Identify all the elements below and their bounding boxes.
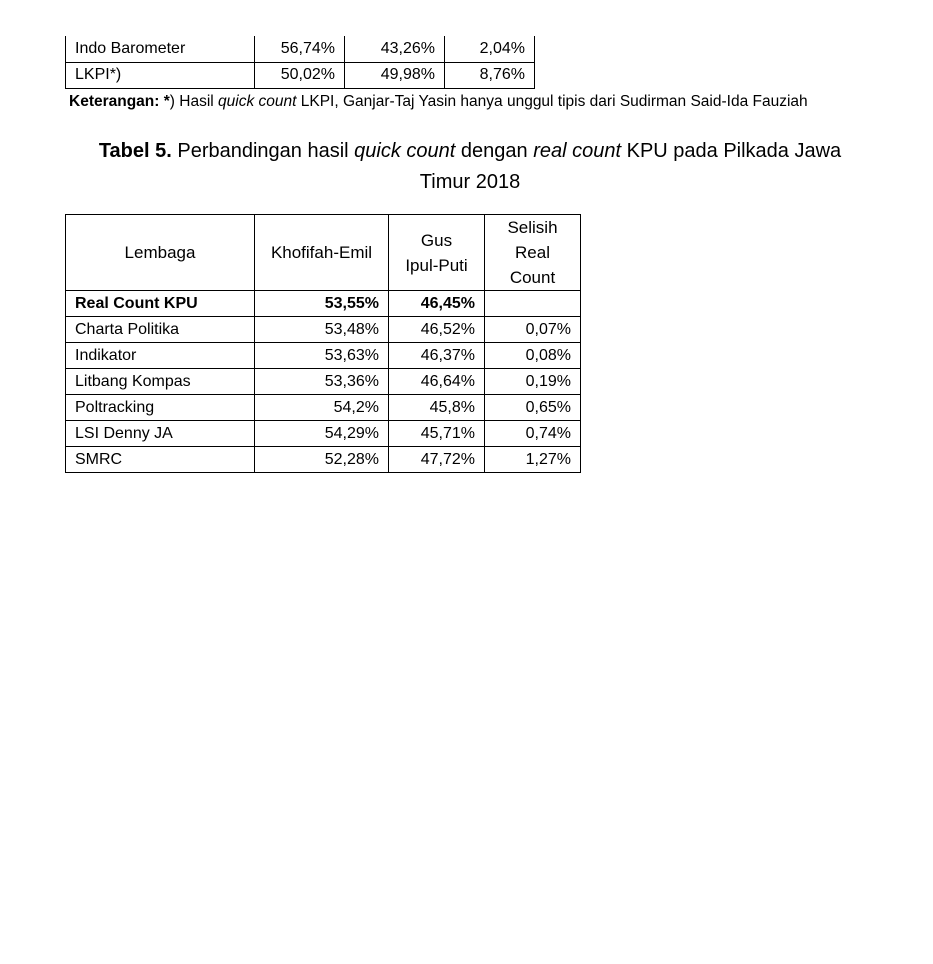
- khofifah-cell: 52,28%: [255, 447, 389, 473]
- caption-line2: Timur 2018: [419, 171, 521, 193]
- caption-text: dengan: [455, 140, 534, 162]
- khofifah-cell: 53,36%: [255, 369, 389, 395]
- selisih-cell: 0,19%: [485, 369, 581, 395]
- lembaga-cell: Poltracking: [66, 395, 255, 421]
- table-4-continuation: [65, 36, 535, 89]
- selisih-cell: 0,74%: [485, 421, 581, 447]
- khofifah-cell: 53,55%: [255, 291, 389, 317]
- table-row: [66, 447, 581, 473]
- table-note: [69, 92, 808, 112]
- caption-text: KPU pada Pilkada Jawa: [621, 140, 842, 162]
- table-caption: [60, 136, 880, 198]
- gus-cell: 46,64%: [389, 369, 485, 395]
- caption-label: Tabel 5.: [98, 140, 172, 162]
- gus-cell: 46,37%: [389, 343, 485, 369]
- header-lembaga: Lembaga: [66, 215, 255, 291]
- selisih-cell: [485, 291, 581, 317]
- table-row: [66, 36, 535, 62]
- gus-cell: 46,45%: [389, 291, 485, 317]
- note-text: ) Hasil: [169, 93, 219, 110]
- selisih-cell: 0,08%: [485, 343, 581, 369]
- table-row: [66, 395, 581, 421]
- caption-italic: quick count: [354, 140, 456, 162]
- value-cell: 2,04%: [445, 36, 535, 62]
- lembaga-cell: Indo Barometer: [66, 36, 255, 62]
- selisih-cell: 1,27%: [485, 447, 581, 473]
- gus-cell: 46,52%: [389, 317, 485, 343]
- table-header-row: [66, 215, 581, 291]
- value-cell: 8,76%: [445, 62, 535, 88]
- khofifah-cell: 54,2%: [255, 395, 389, 421]
- note-label: Keterangan:: [69, 93, 160, 110]
- value-cell: 49,98%: [345, 62, 445, 88]
- table-5: [65, 214, 581, 473]
- note-italic: quick count: [218, 93, 297, 110]
- table-row-real-count: [66, 291, 581, 317]
- table-row: [66, 343, 581, 369]
- khofifah-cell: 53,48%: [255, 317, 389, 343]
- lembaga-cell: LSI Denny JA: [66, 421, 255, 447]
- lembaga-cell: Litbang Kompas: [66, 369, 255, 395]
- khofifah-cell: 54,29%: [255, 421, 389, 447]
- header-gus-ipul-puti: Gus Ipul-Puti: [389, 215, 485, 291]
- lembaga-cell: Indikator: [66, 343, 255, 369]
- header-khofifah-emil: Khofifah-Emil: [255, 215, 389, 291]
- note-text: LKPI, Ganjar-Taj Yasin hanya unggul tipis dari Sudirman Said-Ida Fauziah: [296, 93, 808, 110]
- lembaga-cell: Charta Politika: [66, 317, 255, 343]
- value-cell: 50,02%: [255, 62, 345, 88]
- selisih-cell: 0,07%: [485, 317, 581, 343]
- table-row: [66, 421, 581, 447]
- lembaga-cell: LKPI*): [66, 62, 255, 88]
- table-row: [66, 62, 535, 88]
- gus-cell: 47,72%: [389, 447, 485, 473]
- caption-italic: real count: [533, 140, 622, 162]
- khofifah-cell: 53,63%: [255, 343, 389, 369]
- table-row: [66, 369, 581, 395]
- value-cell: 56,74%: [255, 36, 345, 62]
- caption-text: Perbandingan hasil: [171, 140, 355, 162]
- table-row: [66, 317, 581, 343]
- note-star: *: [159, 93, 170, 110]
- gus-cell: 45,71%: [389, 421, 485, 447]
- header-selisih-real-count: Selisih Real Count: [485, 215, 581, 291]
- lembaga-cell: SMRC: [66, 447, 255, 473]
- lembaga-cell: Real Count KPU: [66, 291, 255, 317]
- value-cell: 43,26%: [345, 36, 445, 62]
- gus-cell: 45,8%: [389, 395, 485, 421]
- selisih-cell: 0,65%: [485, 395, 581, 421]
